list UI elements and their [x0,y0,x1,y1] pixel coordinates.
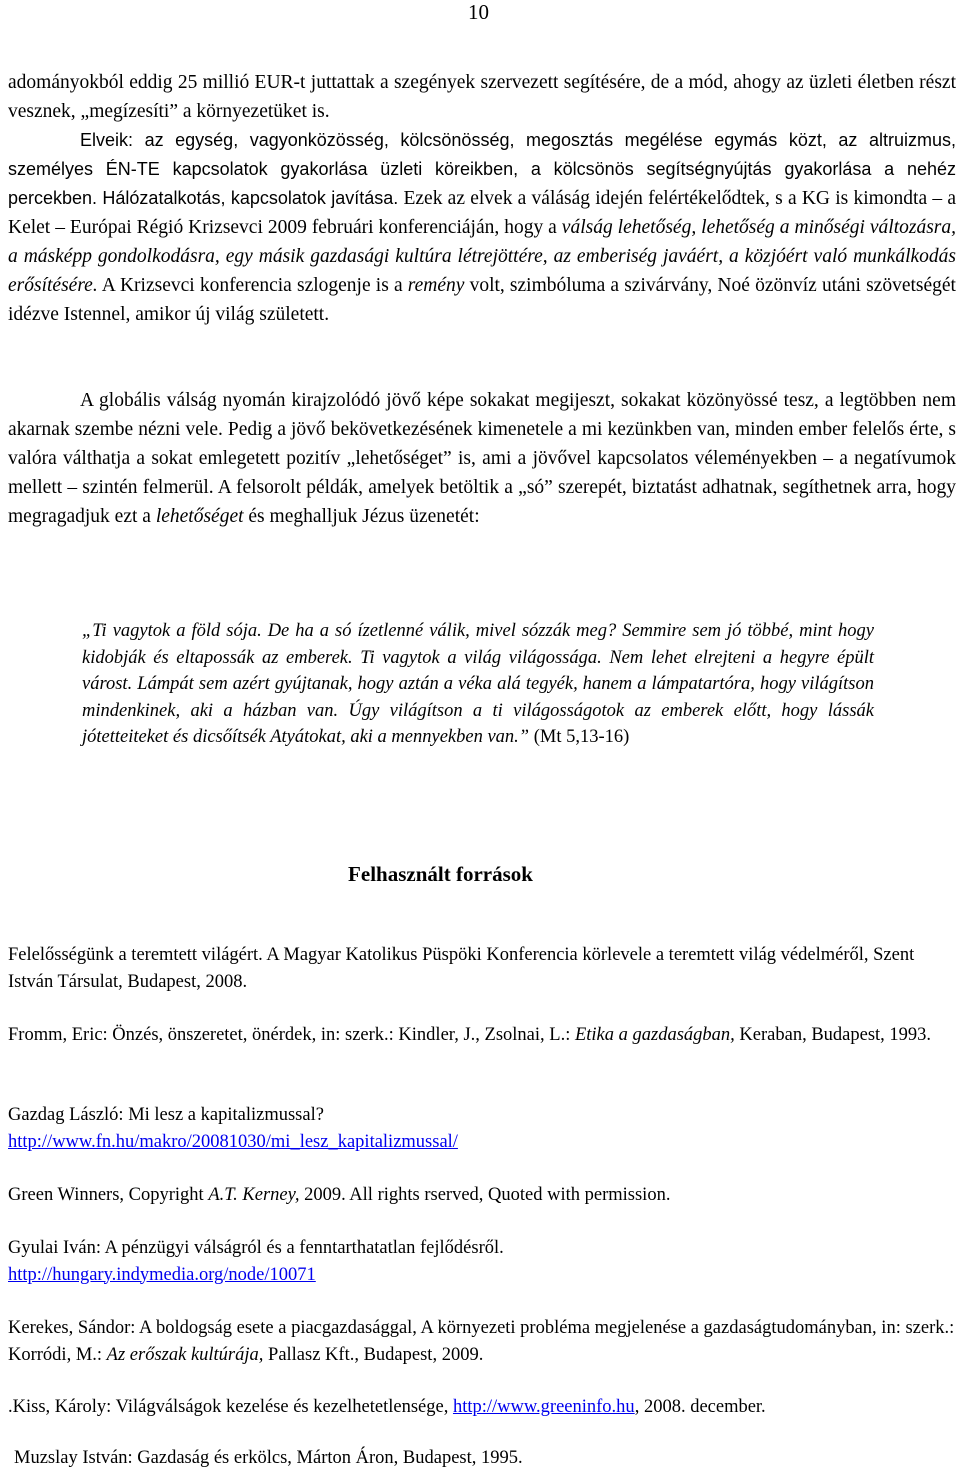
principles-serif-a: Ezek az elvek a váláság idején felértékelődtek, s a KG is kimondta – a Kelet – Európai Régió Krizsevci 2009 februári konferenciáján, hogy a [8,188,956,238]
reference-2-text-a: Fromm, Eric: Önzés, önszeretet, önérdek, in: szerk.: Kindler, J., Zsolnai, L.: [8,1025,575,1045]
quote-text: „Ti vagytok a föld sója. De ha a só ízetlenné válik, mivel sózzák meg? Semmire sem jó többé, mint hogy kidobják és eltapossák az emberek. Ti vagytok a világ világossága. Nem lehet elrejteni a hegyre épült várost. Lámpát sem azért gyújtanak, hogy aztán a véka alá tegyék, hanem a lámpatartóra, hogy világítson mindenkinek, aki a házban van. Úgy világítson a ti világosságotok az emberek előtt, hogy lássák jótetteiteket és dicsőítsék Atyátokat, aki a mennyekben van.” [82,621,874,747]
reference-8 [14,1445,960,1472]
reference-7 [8,1394,956,1421]
paragraph-intro [8,68,956,126]
principles-serif-c: volt, szimbóluma a szivárvány, Noé özönvíz utáni szövetségét idézve Istennel, amikor új világ született. [8,275,956,325]
quote-reference: (Mt 5,13-16) [529,727,630,747]
reference-6-text-a: Kerekes, Sándor: A boldogság esete a piacgazdasággal, A környezeti probléma megjelenése a gazdaságtudományban, in: szerk.: Korródi, M.: [8,1318,955,1365]
reference-7-text-b: , 2008. december. [634,1397,766,1417]
reference-1-text: Felelősségünk a teremtett világért. A Magyar Katolikus Püspöki Konferencia körlevele a teremtett világ védelméről, Szent István Társulat, Budapest, 2008. [8,945,915,992]
reference-7-text-a: .Kiss, Károly: Világválságok kezelése és kezelhetetlensége, [8,1397,453,1417]
reference-6-italic: Az erőszak kultúrája, [106,1344,264,1365]
page-number: 10 [468,0,489,24]
reference-8-text: Muzslay István: Gazdaság és erkölcs, Márton Áron, Budapest, 1995. [14,1448,523,1468]
principles-serif-b: A Krizsevci konferencia szlogenje is a [97,275,408,296]
reference-5-link[interactable]: http://hungary.indymedia.org/node/10071 [8,1264,316,1285]
future-text-b: és meghalljuk Jézus üzenetét: [243,506,480,527]
reference-6-text-b: Pallasz Kft., Budapest, 2009. [263,1344,484,1365]
reference-3-link[interactable]: http://www.fn.hu/makro/20081030/mi_lesz_kapitalizmussal/ [8,1131,458,1152]
reference-1 [8,942,956,995]
reference-3 [8,1102,956,1155]
reference-2-italic: Etika a gazdaságban, [574,1025,735,1045]
paragraph-principles [8,126,956,329]
future-italic: lehetőséget [155,506,244,527]
reference-2 [8,1022,956,1049]
principles-italic: válság lehetőség, lehetőség a minőségi változásra, a másképp gondolkodásra, egy másik gazdasági kultúra létrejöttére, az emberiség javáért, a közjóért való munkálkodás erősítésére. [8,217,957,296]
principles-hope: remény [407,275,465,296]
bible-quote [82,618,874,751]
reference-7-link[interactable]: http://www.greeninfo.hu [452,1397,635,1417]
reference-4-text-b: 2009. All rights rserved, Quoted with permission. [299,1185,671,1205]
sources-heading: Felhasznált források [348,862,533,886]
reference-2-text-b: Keraban, Budapest, 1993. [734,1025,932,1045]
reference-5-text: Gyulai Iván: A pénzügyi válságról és a fenntarthatatlan fejlődésről. [8,1238,504,1258]
reference-4-italic: A.T. Kerney, [208,1185,300,1205]
future-text-a: A globális válság nyomán kirajzolódó jövő képe sokakat megijeszt, sokakat közönyössé tesz, a legtöbben nem akarnak szembe nézni vele. Pedig a jövő bekövetkezésének kimenetele a mi kezünkben van, minden ember felelős érte, s valóra válthatja a sokat emlegetett pozitív „lehetőséget” is, ami a jövővel kapcsolatos véleményekben – a negatívumok mellett – szintén felmerül. A felsorolt példák, amelyek betöltik a „só” szerepét, biztatást adhatnak, segíthetnek arra, hogy megragadjuk ezt a [8,390,956,527]
reference-6 [8,1315,956,1368]
intro-text: adományokból eddig 25 millió EUR-t juttattak a szegények szervezett segítésére, de a mód, ahogy az üzleti életben részt vesznek, „megízesíti” a környezetüket is. [8,72,956,122]
principles-text: Elveik: az egység, vagyonközösség, kölcsönösség, megosztás megélése egymás közt, az altruizmus, személyes ÉN-TE kapcsolatok gyakorlása üzleti köreikben, a kölcsönös segítségnyújtás gyakorlása a nehéz percekben. Hálózatalkotás, kapcsolatok javítása. [8,130,956,208]
reference-3-text: Gazdag László: Mi lesz a kapitalizmussal? [8,1105,324,1125]
reference-5 [8,1235,956,1288]
reference-4 [8,1182,956,1209]
reference-4-text-a: Green Winners, Copyright [8,1185,209,1205]
paragraph-future [8,386,956,531]
